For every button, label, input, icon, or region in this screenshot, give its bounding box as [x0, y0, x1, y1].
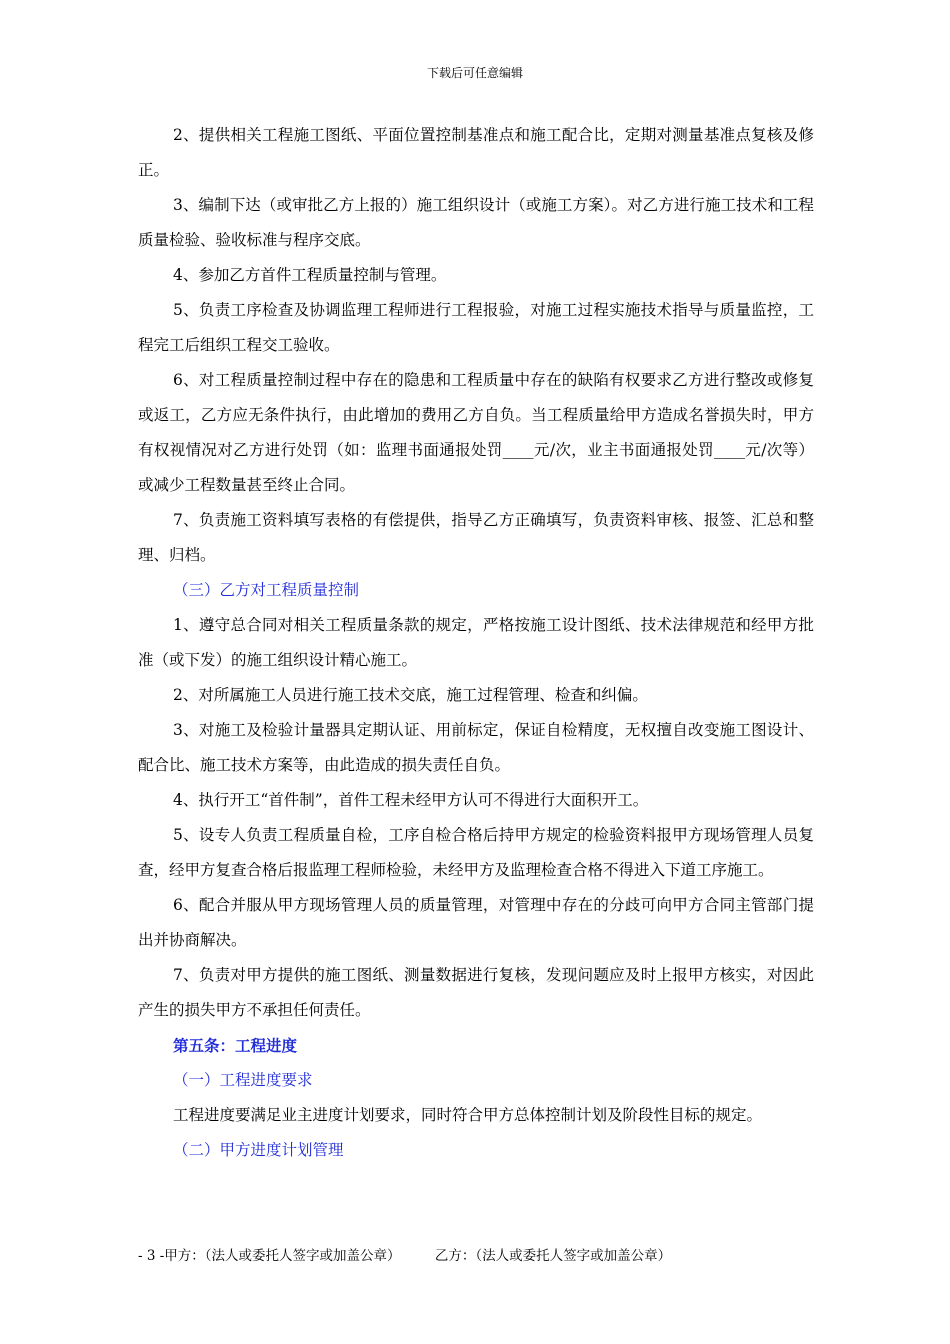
document-body: [138, 118, 814, 1168]
section-heading: （一）工程进度要求: [173, 1071, 313, 1089]
paragraph: 4、执行开工“首件制”，首件工程未经甲方认可不得进行大面积开工。: [173, 791, 649, 809]
paragraph: 2、提供相关工程施工图纸、平面位置控制基准点和施工配合比，定期对测量基准点复核及修正。: [138, 126, 814, 179]
page-header: 下载后可任意编辑: [426, 66, 523, 80]
paragraph: 3、对施工及检验计量器具定期认证、用前标定，保证自检精度，无权擅自改变施工图设计、配合比、施工技术方案等，由此造成的损失责任自负。: [138, 721, 814, 774]
paragraph: 6、配合并服从甲方现场管理人员的质量管理，对管理中存在的分歧可向甲方合同主管部门提出并协商解决。: [138, 896, 814, 949]
article-heading: 第五条：工程进度: [173, 1036, 298, 1055]
paragraph: 工程进度要满足业主进度计划要求，同时符合甲方总体控制计划及阶段性目标的规定。: [173, 1106, 763, 1124]
paragraph: 5、设专人负责工程质量自检，工序自检合格后持甲方规定的检验资料报甲方现场管理人员复查，经甲方复查合格后报监理工程师检验，未经甲方及监理检查合格不得进入下道工序施工。: [138, 826, 814, 879]
paragraph: 2、对所属施工人员进行施工技术交底，施工过程管理、检查和纠偏。: [173, 686, 648, 704]
section-heading: （二）甲方进度计划管理: [173, 1141, 344, 1159]
paragraph: 3、编制下达（或审批乙方上报的）施工组织设计（或施工方案）。对乙方进行施工技术和工程质量检验、验收标准与程序交底。: [138, 196, 814, 249]
paragraph: 7、负责施工资料填写表格的有偿提供，指导乙方正确填写，负责资料审核、报签、汇总和整理、归档。: [138, 511, 814, 564]
paragraph: 7、负责对甲方提供的施工图纸、测量数据进行复核，发现问题应及时上报甲方核实，对因此产生的损失甲方不承担任何责任。: [138, 966, 814, 1019]
paragraph: 5、负责工序检查及协调监理工程师进行工程报验，对施工过程实施技术指导与质量监控，工程完工后组织工程交工验收。: [138, 301, 814, 354]
signature-party-b: 乙方：（法人或委托人签字或加盖公章）: [434, 1248, 672, 1264]
signature-party-a: 甲方：（法人或委托人签字或加盖公章）: [164, 1248, 401, 1264]
page-number: - 3 -: [138, 1248, 165, 1264]
paragraph: 1、遵守总合同对相关工程质量条款的规定，严格按施工设计图纸、技术法律规范和经甲方批准（或下发）的施工组织设计精心施工。: [138, 616, 814, 669]
page-footer: [138, 1247, 838, 1265]
paragraph: 6、对工程质量控制过程中存在的隐患和工程质量中存在的缺陷有权要求乙方进行整改或修复或返工，乙方应无条件执行，由此增加的费用乙方自负。当工程质量给甲方造成名誉损失时，甲方有权视情况对乙方进行处罚（如：监理书面通报处罚____元/次，业主书面通报处罚____元/次等）或减少工程数量甚至终止合同。: [138, 371, 814, 494]
paragraph: 4、参加乙方首件工程质量控制与管理。: [173, 266, 447, 284]
section-heading: （三）乙方对工程质量控制: [173, 581, 360, 599]
